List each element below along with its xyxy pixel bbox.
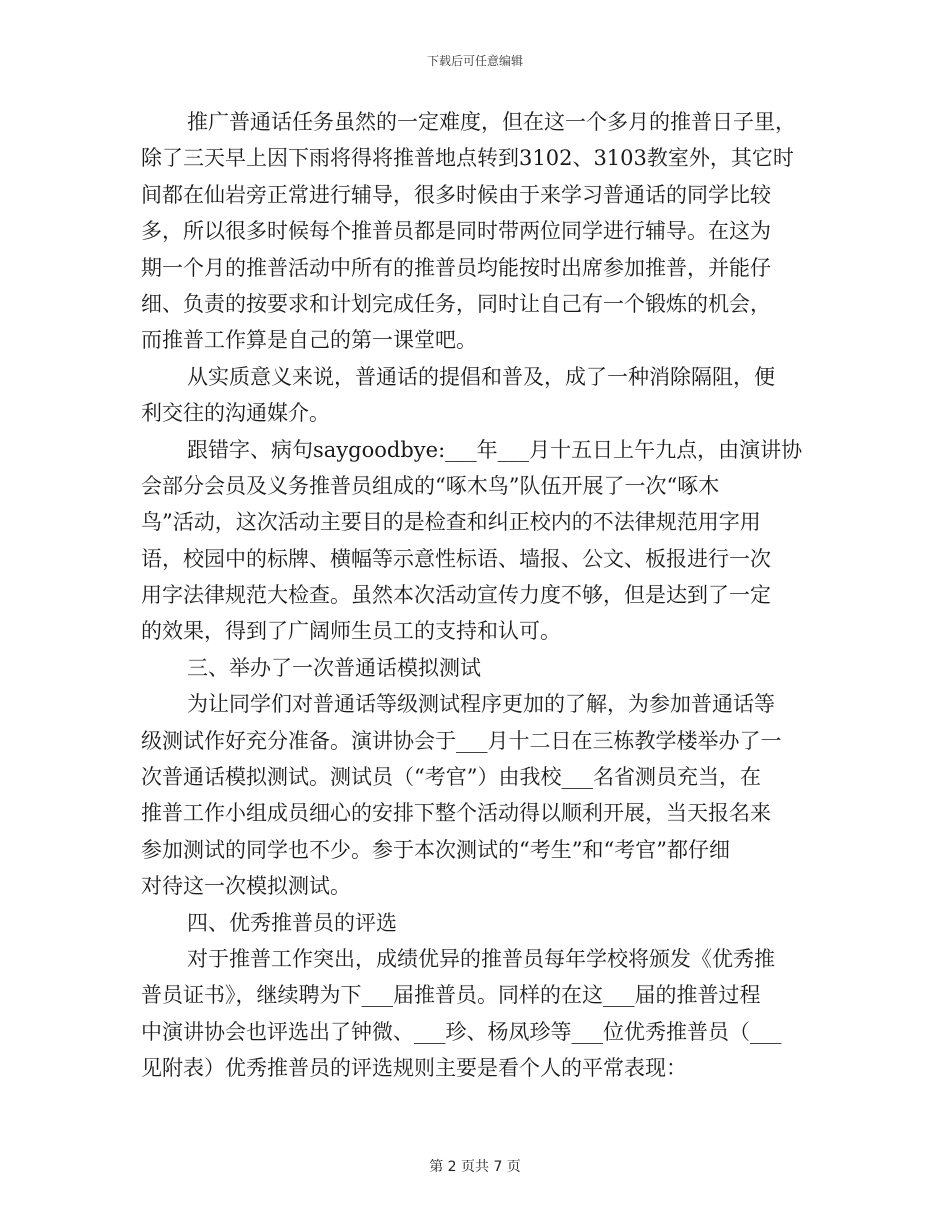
text-line: 而推普工作算是自己的第一课堂吧。: [141, 328, 477, 353]
page-header: 下载后可任意编辑: [426, 54, 523, 68]
section-heading: 四、优秀推普员的评选: [187, 910, 397, 935]
text-line: 对待这一次模拟测试。: [141, 874, 351, 899]
text-line: 期一个月的推普活动中所有的推普员均能按时出席参加推普，并能仔: [141, 255, 771, 280]
text-line: 用字法律规范大检查。虽然本次活动宣传力度不够，但是达到了一定: [141, 583, 771, 608]
text-line: 除了三天早上因下雨将得将推普地点转到3102、3103教室外，其它时: [141, 146, 794, 171]
text-line: 对于推普工作突出，成绩优异的推普员每年学校将颁发《优秀推: [187, 946, 775, 971]
text-line: 普员证书》，继续聘为下___届推普员。同样的在这___届的推普过程: [141, 983, 761, 1008]
text-line: 利交往的沟通媒介。: [141, 401, 330, 426]
text-line: 级测试作好充分准备。演讲协会于___月十二日在三栋教学楼举办了一: [141, 728, 782, 753]
text-line: 细、负责的按要求和计划完成任务，同时让自己有一个锻炼的机会，: [141, 291, 771, 316]
document-body: [141, 104, 809, 1087]
text-line: 会部分会员及义务推普员组成的“啄木鸟”队伍开展了一次“啄木: [141, 473, 720, 498]
text-line: 多，所以很多时候每个推普员都是同时带两位同学进行辅导。在这为: [141, 219, 771, 244]
text-line: 间都在仙岩旁正常进行辅导，很多时候由于来学习普通话的同学比较: [141, 182, 771, 207]
text-line: 从实质意义来说，普通话的提倡和普及，成了一种消除隔阻，便: [187, 364, 775, 389]
page-footer: 第 2 页共 7 页: [429, 1159, 521, 1175]
text-line: 鸟”活动，这次活动主要目的是检查和纠正校内的不法律规范用字用: [141, 510, 761, 535]
text-line: 见附表）优秀推普员的评选规则主要是看个人的平常表现：: [141, 1056, 687, 1081]
text-line: 的效果，得到了广阔师生员工的支持和认可。: [141, 619, 561, 644]
text-line: 推普工作小组成员细心的安排下整个活动得以顺利开展，当天报名来: [141, 801, 771, 826]
text-line: 参加测试的同学也不少。参于本次测试的“考生”和“考官”都仔细: [141, 837, 730, 862]
text-line: 为让同学们对普通话等级测试程序更加的了解，为参加普通话等: [187, 692, 775, 717]
text-line: 次普通话模拟测试。测试员（“考官”）由我校___名省测员充当，在: [141, 765, 761, 790]
section-heading: 三、举办了一次普通话模拟测试: [187, 655, 481, 680]
text-line: 语，校园中的标牌、横幅等示意性标语、墙报、公文、板报进行一次: [141, 546, 771, 571]
text-line: 跟错字、病句saygoodbye:___年___月十五日上午九点，由演讲协: [187, 437, 803, 462]
text-line: 推广普通话任务虽然的一定难度，但在这一个多月的推普日子里，: [187, 110, 796, 134]
text-line: 中演讲协会也评选出了钟微、___珍、杨凤珍等___位优秀推普员（___: [141, 1019, 782, 1044]
